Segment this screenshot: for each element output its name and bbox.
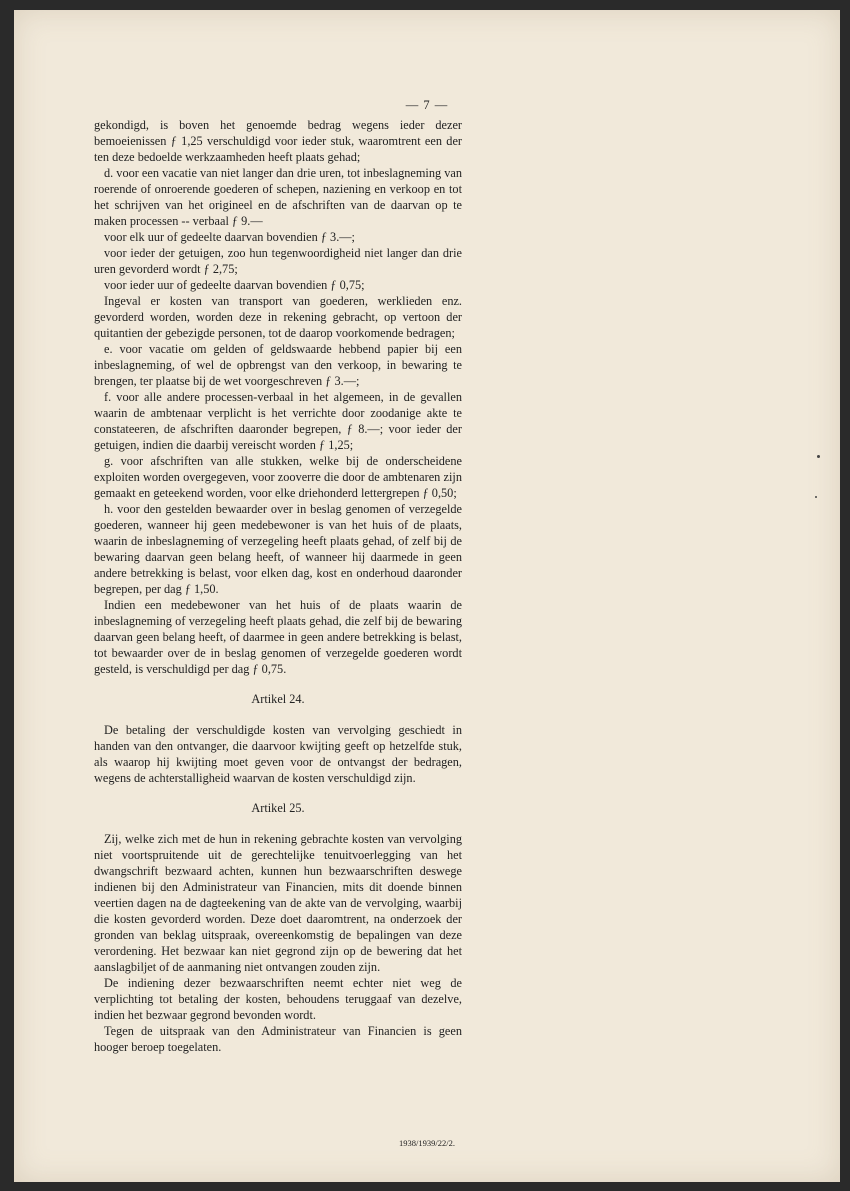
page-number: — 7 — <box>405 98 449 112</box>
paragraph-d-hour: voor elk uur of gedeelte daarvan bovendien ƒ 3.—; <box>104 230 355 244</box>
document-page <box>14 10 840 1182</box>
footer-code: 1938/1939/22/2. <box>399 1138 455 1148</box>
paragraph-d-witness: voor ieder der getuigen, zoo hun tegenwoordigheid niet langer dan drie uren gevorderd wordt ƒ 2,75; <box>94 246 462 276</box>
paragraph-e: e. voor vacatie om gelden of geldswaarde hebbend papier bij een inbeslagneming, of wel de opbrengst van den verkoop, in bewaring te brengen, ter plaatse bij de wet voorgeschreven ƒ 3.—; <box>94 342 462 388</box>
paragraph-f: f. voor alle andere processen-verbaal in het algemeen, in de gevallen waarin de ambtenaar verplicht is het verrichte door zoodanige akte te constateeren, de afschriften daaronder begrepen, ƒ 8.—; voor ieder der getuigen, indien die daarbij vereischt worden ƒ 1,25; <box>94 390 462 452</box>
paragraph-h-cohabitant: Indien een medebewoner van het huis of de plaats waarin de inbeslagneming of verzegeling heeft plaats gehad, die zelf bij de bewaring daarvan geen belang heeft, of daarmee in geen andere betrekking is belast, tot bewaarder over de in beslag genomen of verzegelde goederen wordt gesteld, is verschuldigd per dag ƒ 0,75. <box>94 598 462 676</box>
paragraph-g: g. voor afschriften van alle stukken, welke bij de onderscheidene exploiten worden overgegeven, voor zooverre die door de ambtenaren zijn gemaakt en geteekend worden, voor elke driehonderd lettergrepen ƒ 0,50; <box>94 454 462 500</box>
artikel-25-paragraph-1: Zij, welke zich met de hun in rekening gebrachte kosten van vervolging niet voortspruitende uit de gerechtelijke tenuitvoerlegging van het dwangschrift bezwaard achten, kunnen hun bezwaarschriften deswege indienen bij den Administrateur van Financien, mits dit doende binnen veertien dagen na de dagteekening van de akte van de vervolging, waarbij die kosten gevorderd worden. Deze doet daaromtrent, na onderzoek der gronden van beklag uitspraak, overeenkomstig de bepalingen van deze verordening. Het bezwaar kan niet gegrond zijn op de bewering dat het aanslagbiljet of de aanmaning niet ontvangen zouden zijn. <box>94 832 462 974</box>
artikel-25-paragraph-2: De indiening dezer bezwaarschriften neemt echter niet weg de verplichting tot betaling der kosten, behoudens teruggaaf van dezelve, indien het bezwaar gegrond bevonden wordt. <box>94 976 462 1022</box>
artikel-24-paragraph: De betaling der verschuldigde kosten van vervolging geschiedt in handen van den ontvanger, die daarvoor kwijting geeft op hetzelfde stuk, als waarop hij kwijting moet geven voor de ontvangst der bedragen, wegens de achterstalligheid waarvan de kosten verschuldigd zijn. <box>94 723 462 785</box>
paragraph-d-witness-hour: voor ieder uur of gedeelte daarvan bovendien ƒ 0,75; <box>104 278 365 292</box>
paragraph-intro: gekondigd, is boven het genoemde bedrag wegens ieder dezer bemoeienissen ƒ 1,25 verschuldigd voor ieder stuk, waaromtrent een der ten deze bedoelde werkzaamheden heeft plaats gehad; <box>94 118 462 164</box>
paragraph-h: h. voor den gestelden bewaarder over in beslag genomen of verzegelde goederen, wanneer hij geen medebewoner is van het huis of de plaats, waarin de inbeslagneming of verzegeling heeft plaats gehad, of zelf bij de bewaring daarvan geen belang heeft, of wanneer hij daarmede in geen andere betrekking is belast, voor elken dag, kost en onderhoud daaronder begrepen, per dag ƒ 1,50. <box>94 502 462 596</box>
heading-artikel-24: Artikel 24. <box>251 692 305 706</box>
document-body <box>94 117 462 1055</box>
artikel-25-paragraph-3: Tegen de uitspraak van den Administrateur van Financien is geen hooger beroep toegelaten. <box>94 1024 462 1054</box>
paper-speck <box>817 455 820 458</box>
heading-artikel-25: Artikel 25. <box>251 801 305 815</box>
paragraph-d: d. voor een vacatie van niet langer dan drie uren, tot inbeslagneming van roerende of onroerende goederen of schepen, naziening en verkoop en tot het schrijven van het origineel en de afschriften van de daarvan op te maken processen -- verbaal ƒ 9.— <box>94 166 462 228</box>
paragraph-d-transport: Ingeval er kosten van transport van goederen, werklieden enz. gevorderd worden, worden deze in rekening gebracht, op vertoon der quitantien der gebezigde personen, tot de daarop voorkomende bedragen; <box>94 294 462 340</box>
paper-speck <box>815 496 817 498</box>
